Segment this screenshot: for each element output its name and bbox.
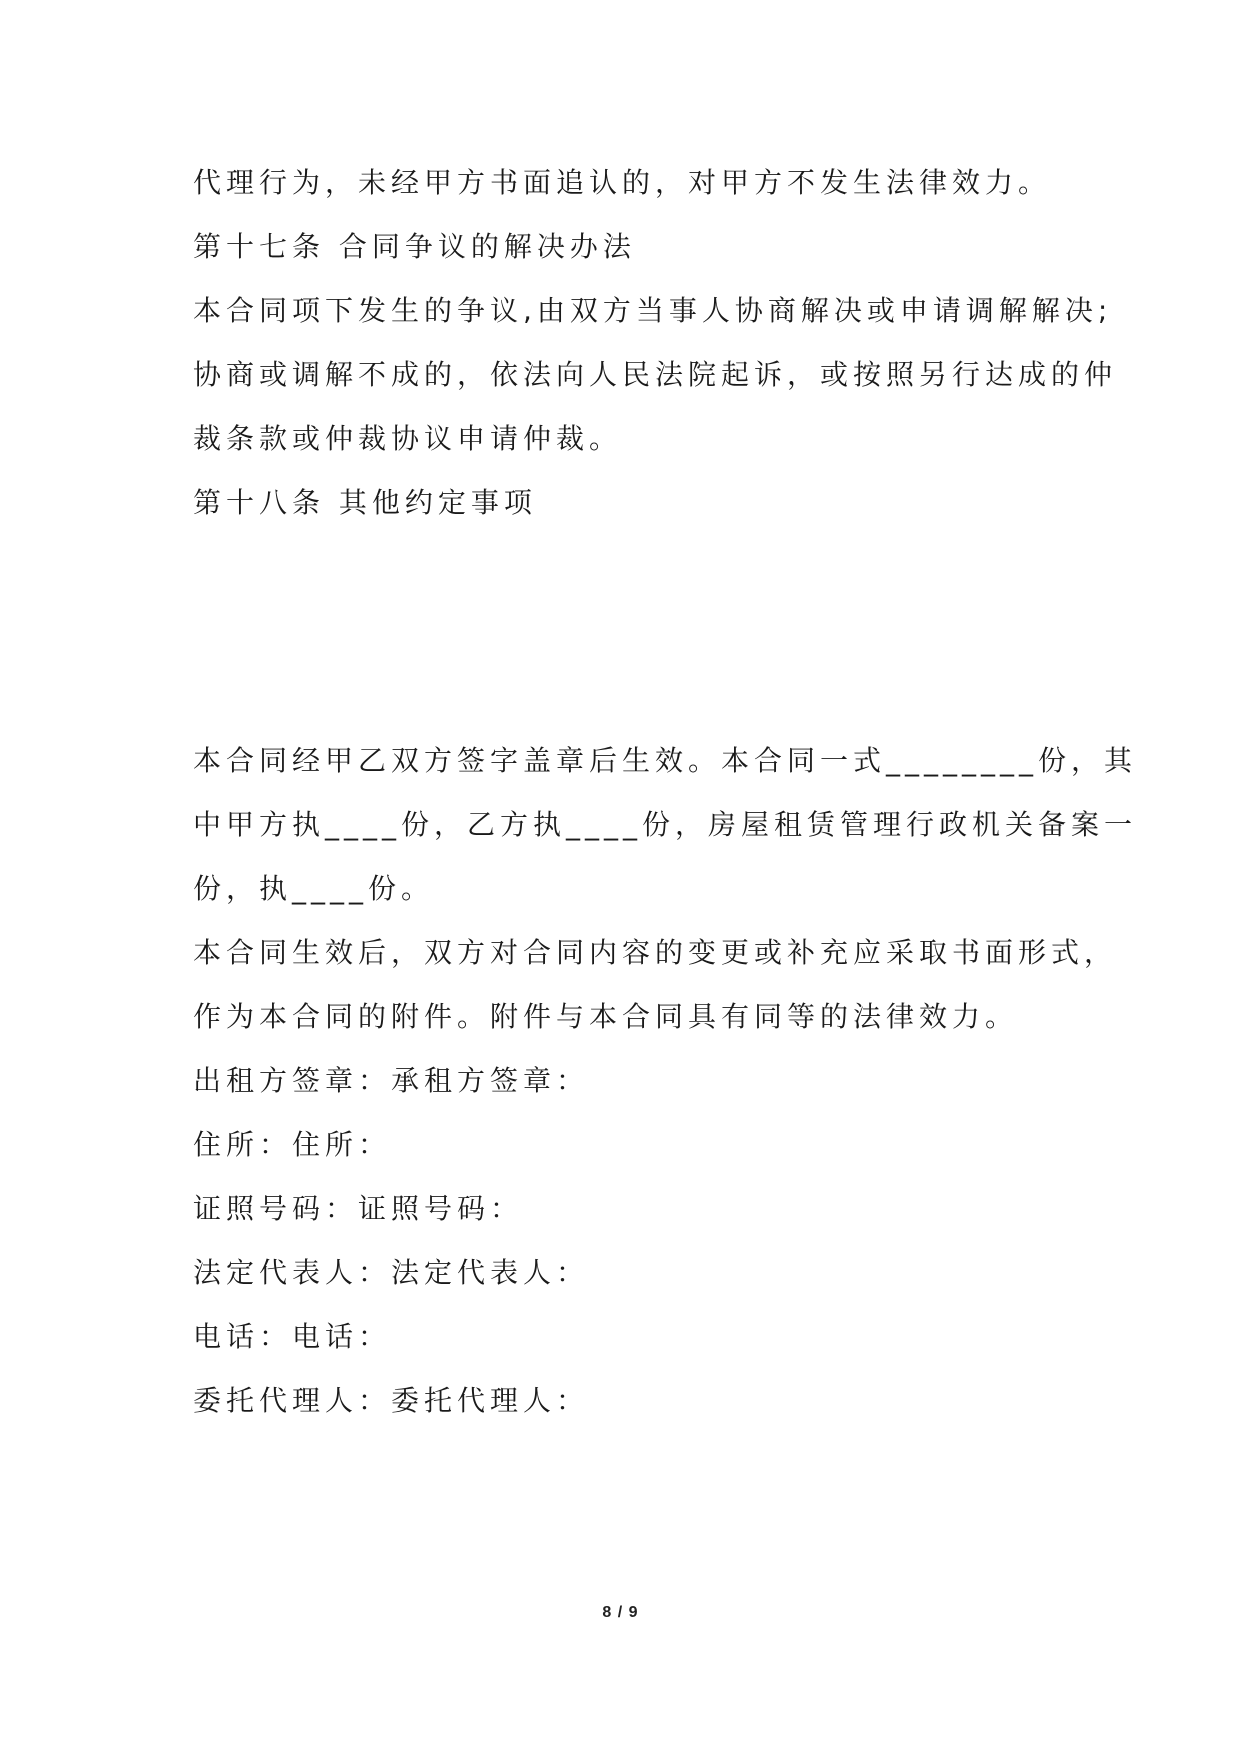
text-line: 本合同项下发生的争议,由双方当事人协商解决或申请调解解决; bbox=[193, 294, 1113, 327]
signature-field-agent: 委托代理人：委托代理人： bbox=[193, 1384, 590, 1417]
article-heading-17: 第十七条 合同争议的解决办法 bbox=[193, 230, 636, 263]
signature-field-phone: 电话：电话： bbox=[193, 1320, 392, 1353]
signature-field-address: 住所：住所： bbox=[193, 1128, 392, 1161]
text-line: 本合同经甲乙双方签字盖章后生效。本合同一式________份，其 bbox=[193, 744, 1138, 777]
text-line: 份，执____份。 bbox=[193, 872, 435, 905]
text-line: 代理行为，未经甲方书面追认的，对甲方不发生法律效力。 bbox=[193, 166, 1052, 199]
text-line: 协商或调解不成的，依法向人民法院起诉，或按照另行达成的仲 bbox=[193, 358, 1118, 391]
page-number: 8 / 9 bbox=[602, 1604, 639, 1621]
article-heading-18: 第十八条 其他约定事项 bbox=[193, 486, 537, 519]
text-line: 作为本合同的附件。附件与本合同具有同等的法律效力。 bbox=[193, 1000, 1019, 1033]
signature-field-lessor-lessee: 出租方签章：承租方签章： bbox=[193, 1064, 590, 1097]
text-line: 本合同生效后，双方对合同内容的变更或补充应采取书面形式， bbox=[193, 936, 1118, 969]
text-line: 裁条款或仲裁协议申请仲裁。 bbox=[193, 422, 623, 455]
signature-field-license: 证照号码：证照号码： bbox=[193, 1192, 524, 1225]
signature-field-legal-rep: 法定代表人：法定代表人： bbox=[193, 1256, 590, 1289]
text-line: 中甲方执____份，乙方执____份，房屋租赁管理行政机关备案一 bbox=[193, 808, 1138, 841]
